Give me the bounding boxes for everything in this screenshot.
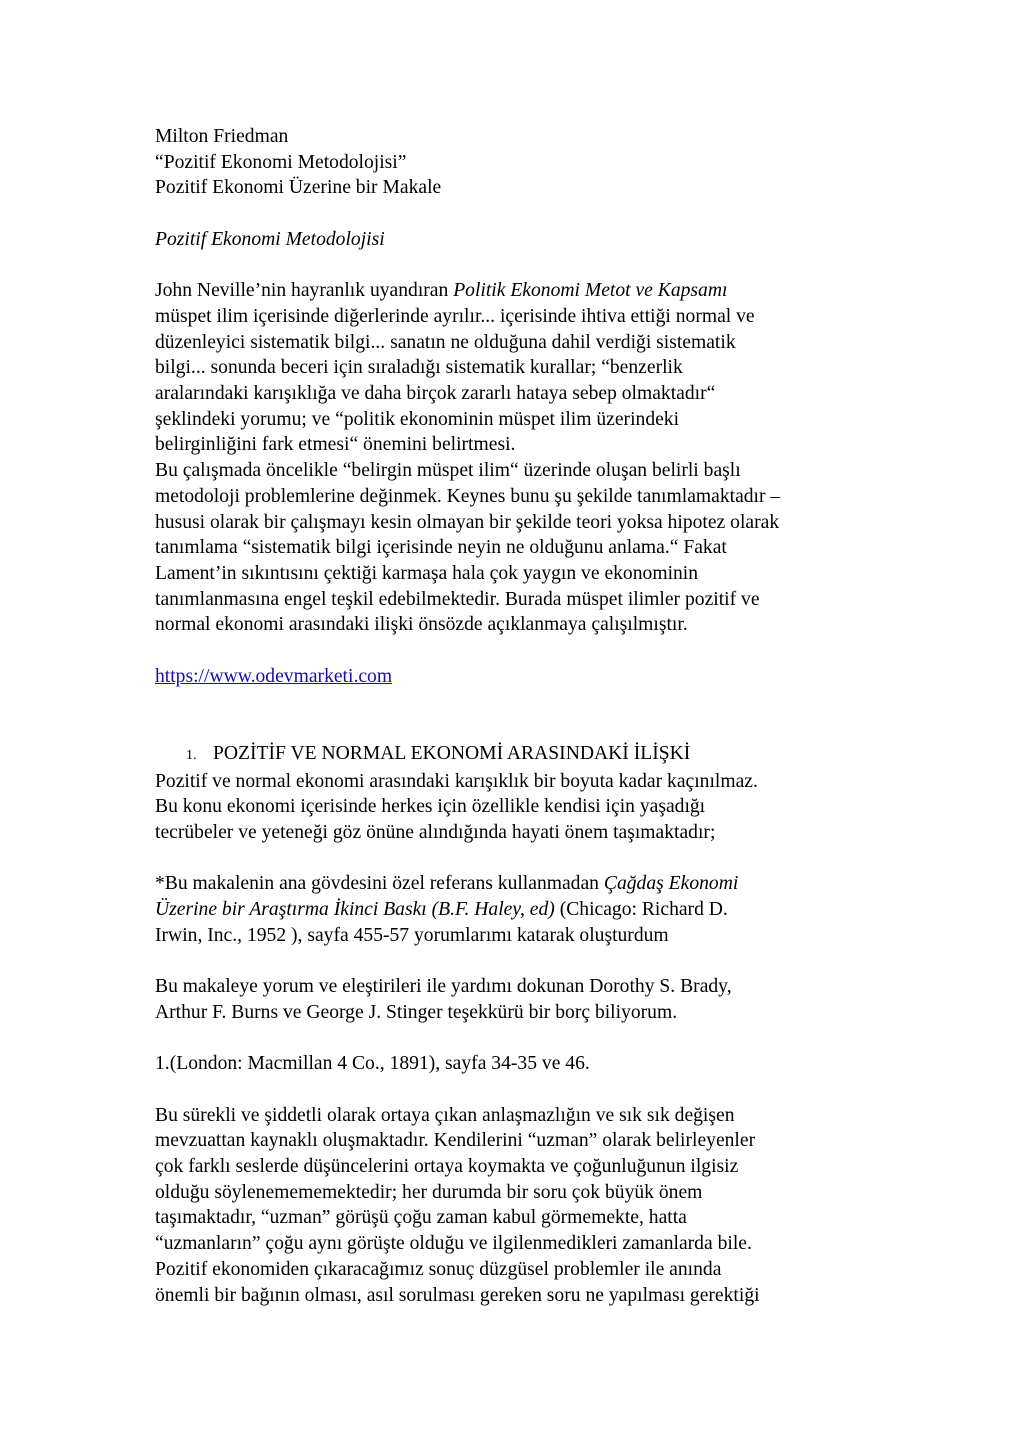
section-heading-text: POZİTİF VE NORMAL EKONOMİ ARASINDAKİ İLİŞKİ [213, 742, 691, 764]
acknowledgement-paragraph [155, 974, 895, 1025]
acknowledgement-line: Arthur F. Burns ve George J. Stinger teşekkürü bir borç biliyorum. [155, 1001, 678, 1023]
footnote-line: *Bu makalenin ana gövdesini özel referans kullanmadan Çağdaş Ekonomi [155, 873, 739, 895]
section-title: Pozitif Ekonomi Metodolojisi [155, 228, 385, 250]
intro-line: belirginliğini fark etmesi“ önemini belirtmesi. [155, 434, 516, 456]
section-1 [155, 741, 895, 846]
intro-line: hususi olarak bir çalışmayı kesin olmayan bir şekilde teori yoksa hipotez olarak [155, 511, 780, 533]
closing-line: Pozitif ekonomiden çıkaracağımız sonuç düzgüsel problemler ile anında [155, 1258, 722, 1280]
section-1-line: Bu konu ekonomi içerisinde herkes için özellikle kendisi için yaşadığı [155, 796, 706, 818]
spacer [155, 948, 895, 974]
intro-line: düzenleyici sistematik bilgi... sanatın ne olduğuna dahil verdiği sistematik [155, 331, 736, 353]
footnote-paragraph [155, 871, 895, 948]
closing-line: mevzuattan kaynaklı oluşmaktadır. Kendilerini “uzman” olarak belirleyenler [155, 1130, 756, 1152]
section-number: 1. [186, 747, 197, 763]
section-1-line: tecrübeler ve yeteneği göz önüne alındığında hayati önem taşımaktadır; [155, 821, 716, 843]
website-link[interactable]: https://www.odevmarketi.com [155, 665, 393, 687]
intro-line: tanımlanmasına engel teşkil edebilmektedir. Burada müspet ilimler pozitif ve [155, 588, 760, 610]
acknowledgement-line: Bu makaleye yorum ve eleştirileri ile yardımı dokunan Dorothy S. Brady, [155, 976, 732, 998]
spacer [155, 253, 895, 279]
reference-note: 1.(London: Macmillan 4 Co., 1891), sayfa 34-35 ve 46. [155, 1053, 590, 1075]
footnote-line: Irwin, Inc., 1952 ), sayfa 455-57 yorumlarımı katarak oluşturdum [155, 924, 669, 946]
intro-line: John Neville’nin hayranlık uyandıran Politik Ekonomi Metot ve Kapsamı [155, 280, 728, 302]
section-1-line: Pozitif ve normal ekonomi arasındaki karışıklık bir boyuta kadar kaçınılmaz. [155, 770, 758, 792]
spacer [155, 1026, 895, 1052]
spacer [155, 201, 895, 227]
intro-line: Lament’in sıkıntısını çektiği karmaşa hala çok yaygın ve ekonominin [155, 562, 699, 584]
closing-line: Bu sürekli ve şiddetli olarak ortaya çıkan anlaşmazlığın ve sık sık değişen [155, 1104, 735, 1126]
document-page [155, 124, 895, 1308]
document-title: “Pozitif Ekonomi Metodolojisi” [155, 151, 407, 173]
book-title: Politik Ekonomi Metot ve Kapsamı [453, 280, 728, 302]
intro-line: bilgi... sonunda beceri için sıraladığı sistematik kurallar; “benzerlik [155, 357, 683, 379]
closing-paragraph [155, 1103, 895, 1309]
spacer [155, 846, 895, 872]
section-1-heading [155, 741, 895, 769]
intro-paragraph [155, 278, 895, 638]
document-subtitle: Pozitif Ekonomi Üzerine bir Makale [155, 177, 442, 199]
intro-line: tanımlama “sistematik bilgi içerisinde neyin ne olduğunu anlama.“ Fakat [155, 537, 727, 559]
intro-line: aralarındaki karışıklığa ve daha birçok zararlı hataya sebep olmaktadır“ [155, 383, 716, 404]
intro-line: şeklindeki yorumu; ve “politik ekonominin müspet ilim üzerindeki [155, 408, 680, 430]
closing-line: olduğu söylenemememektedir; her durumda bir soru çok büyük önem [155, 1181, 703, 1203]
intro-line: müspet ilim içerisinde diğerlerinde ayrılır... içerisinde ihtiva ettiği normal ve [155, 305, 755, 327]
spacer [155, 638, 895, 664]
closing-line: taşımaktadır, “uzman” görüşü çoğu zaman kabul görmemekte, hatta [155, 1207, 687, 1229]
footnote-line: Üzerine bir Araştırma İkinci Baskı (B.F. Haley, ed) (Chicago: Richard D. [155, 899, 728, 921]
closing-line: önemli bir bağının olması, asıl sorulması gereken soru ne yapılması gerektiği [155, 1284, 760, 1306]
intro-line: normal ekonomi arasındaki ilişki önsözde açıklanmaya çalışılmıştır. [155, 614, 688, 636]
intro-line: metodoloji problemlerine değinmek. Keynes bunu şu şekilde tanımlamaktadır – [155, 485, 781, 507]
website-line [155, 664, 895, 690]
document-header [155, 124, 895, 201]
closing-line: çok farklı seslerde düşüncelerini ortaya koymakta ve çoğunluğunun ilgisiz [155, 1156, 739, 1177]
intro-line: Bu çalışmada öncelikle “belirgin müspet ilim“ üzerinde oluşan belirli başlı [155, 460, 741, 482]
author-name: Milton Friedman [155, 126, 289, 147]
spacer [155, 1077, 895, 1103]
spacer [155, 689, 895, 740]
closing-line: “uzmanların” çoğu aynı görüşte olduğu ve ilgilenmedikleri zamanlarda bile. [155, 1233, 752, 1255]
